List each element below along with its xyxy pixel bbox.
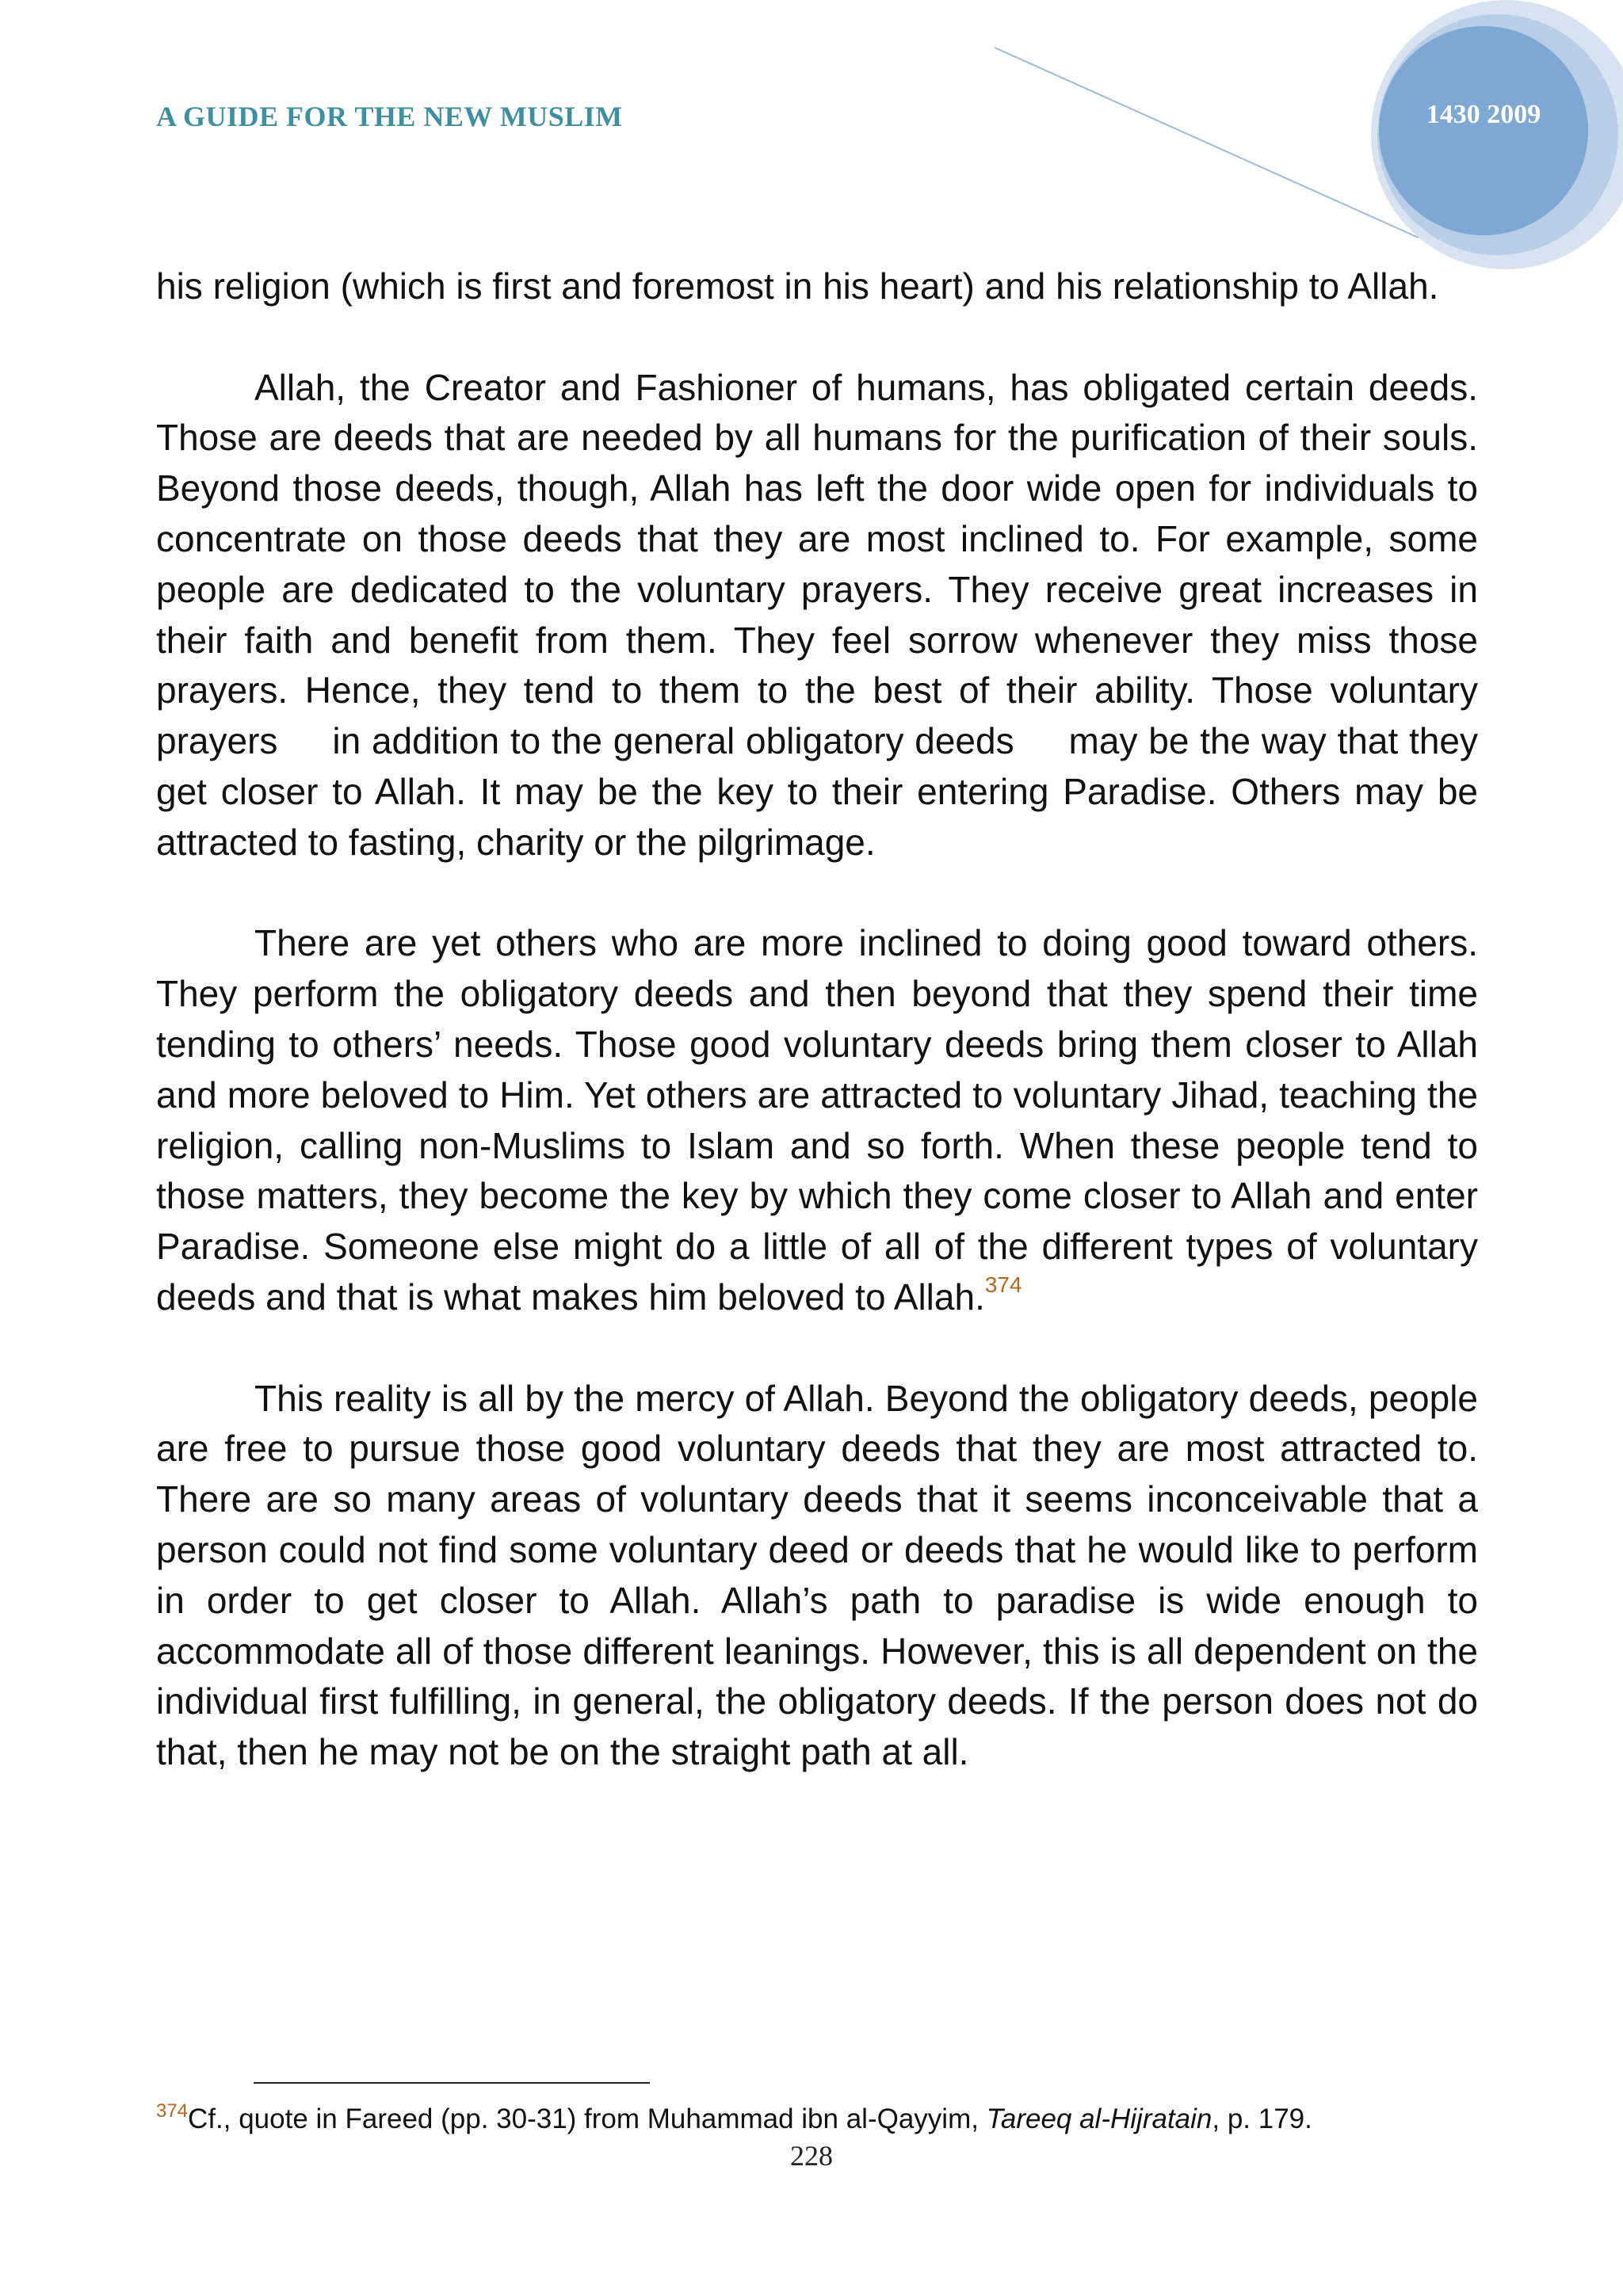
footnote xyxy=(156,2101,1478,2138)
paragraph-1: his religion (which is first and foremost in his heart) and his relationship to Allah. xyxy=(156,265,1439,307)
header-year: 1430 2009 xyxy=(1426,100,1541,129)
header-diagonal-line xyxy=(995,48,1419,238)
paragraph-3-text: There are yet others who are more inclined to doing good toward others. They perform the obligatory deeds and then beyond that they spend their time tending to others’ needs. Those good voluntary deeds bring them closer to Allah and more beloved to Him. Yet others are attracted to voluntary Jihad, teaching the religion, calling non-Muslims to Islam and so forth. When these people tend to those matters, they become the key by which they come closer to Allah and enter Paradise. Someone else might do a little of all of the different types of voluntary deeds and that is what makes him beloved to Allah. xyxy=(156,922,1478,1318)
footnote-mark: 374 xyxy=(156,2100,189,2122)
page-number: 228 xyxy=(790,2140,833,2172)
paragraph-2: Allah, the Creator and Fashioner of humans, has obligated certain deeds. Those are deeds that are needed by all humans for the purification of their souls. Beyond those deeds, though, Allah has left the door wide open for individuals to concentrate on those deeds that they are most inclined to. For example, some people are dedicated to the voluntary prayers. They receive great increases in their faith and benefit from them. They feel sorrow whenever they miss those prayers. Hence, they tend to them to the best of their ability. Those voluntary prayers in addition to the general obligatory deeds may be the way that they get closer to Allah. It may be the key to their entering Paradise. Others may be attracted to fasting, charity or the pilgrimage. xyxy=(156,366,1488,863)
main-text xyxy=(156,261,1488,1829)
footnote-reference[interactable]: 374 xyxy=(984,1272,1022,1297)
footnote-text-before: Cf., quote in Fareed (pp. 30-31) from Muhammad ibn al-Qayyim, xyxy=(188,2103,987,2134)
footnote-text-after: , p. 179. xyxy=(1212,2103,1312,2134)
header-decoration xyxy=(0,0,1623,269)
header-title: A GUIDE FOR THE NEW MUSLIM xyxy=(156,101,623,132)
header-circle-inner xyxy=(1379,26,1588,235)
footnote-title: Tareeq al-Hijratain xyxy=(986,2103,1212,2134)
paragraph-3 xyxy=(156,918,1478,1322)
footnote-separator xyxy=(254,2082,650,2084)
paragraph-4: This reality is all by the mercy of Allah. Beyond the obligatory deeds, people are free to pursue those good voluntary deeds that they are most attracted to. There are so many areas of voluntary deeds that it seems inconceivable that a person could not find some voluntary deed or deeds that he would like to perform in order to get closer to Allah. Allah’s path to paradise is wide enough to accommodate all of those different leanings. However, this is all dependent on the individual first fulfilling, in general, the obligatory deeds. If the person does not do that, then he may not be on the straight path at all. xyxy=(156,1377,1478,1773)
